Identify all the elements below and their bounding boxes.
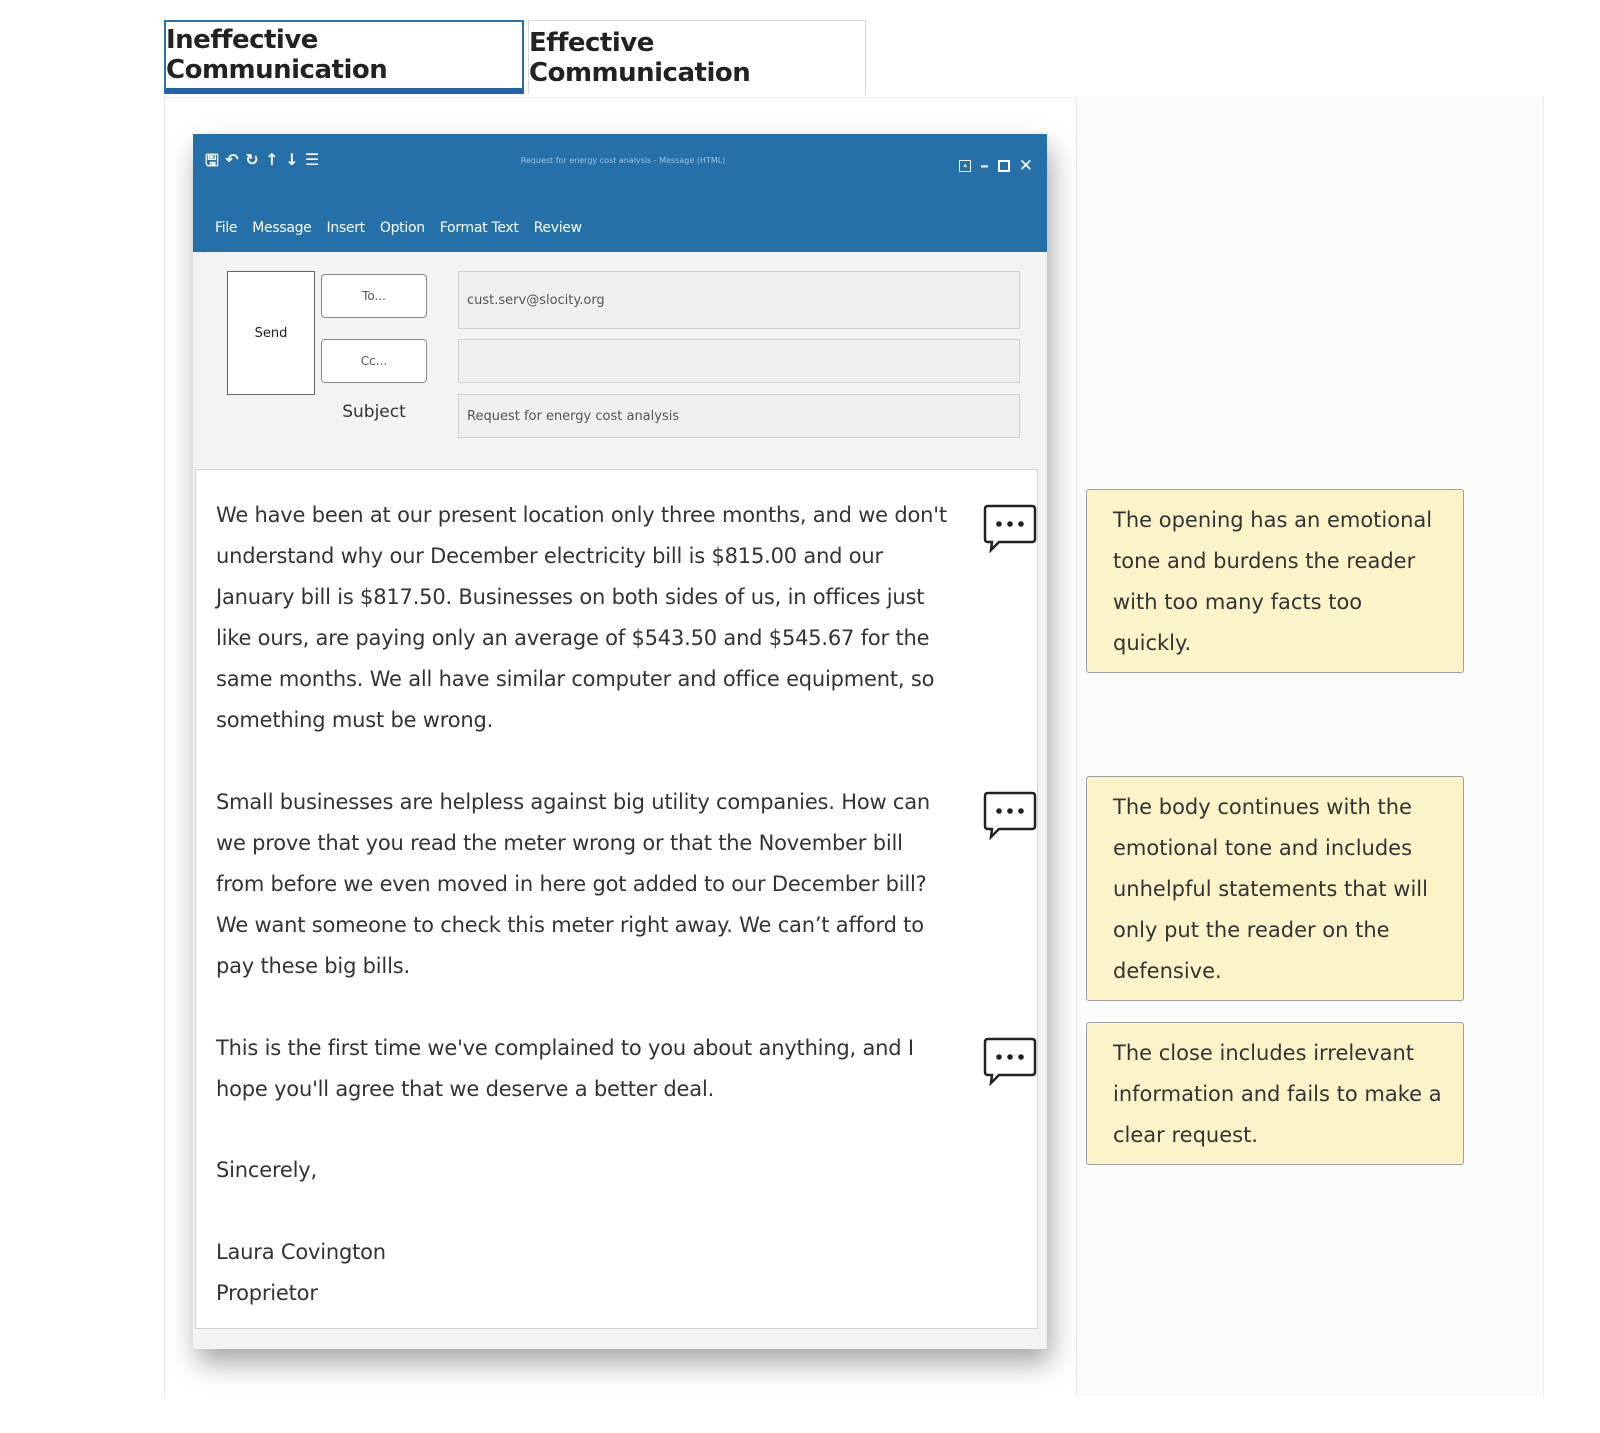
signature-title: Proprietor: [216, 1281, 318, 1305]
customize-icon[interactable]: ☰: [305, 150, 320, 169]
body-opening-paragraph: We have been at our present location only three months, and we don't understand why our December electricity bill is $815.00 and our January bill is $817.50. Businesses on both sides of us, in offices just like ours, are paying only an average of $543.50 and $545.67 for the same months. We all have similar computer and office equipment, so something must be wrong.: [216, 503, 947, 732]
redo-icon[interactable]: ↻: [245, 150, 259, 169]
body-middle-paragraph: Small businesses are helpless against big utility companies. How can we prove that you read the meter wrong or that the November bill from before we even moved in here got added to our December bill? We want someone to check this meter right away. We can’t afford to pay these big bills.: [216, 790, 931, 978]
maximize-icon[interactable]: [998, 160, 1010, 172]
to-field[interactable]: cust.serv@slocity.org: [458, 271, 1020, 329]
note-body: The body continues with the emotional tone and includes unhelpful statements that will only put the reader on the defensive.: [1086, 776, 1464, 1001]
tab-effective-communication[interactable]: Effective Communication: [528, 20, 866, 94]
comment-bubble-icon[interactable]: [983, 503, 1037, 553]
body-closing-paragraph: This is the first time we've complained to you about anything, and I hope you'll agree that we deserve a better deal.: [216, 1036, 914, 1101]
cc-field[interactable]: [458, 339, 1020, 383]
minimize-icon[interactable]: –: [980, 156, 989, 176]
window-title: Request for energy cost analysis - Message (HTML): [520, 156, 726, 165]
email-compose-window: [193, 134, 1047, 1349]
note-opening: The opening has an emotional tone and burdens the reader with too many facts too quickly.: [1086, 489, 1464, 673]
comment-bubble-icon[interactable]: [983, 1036, 1037, 1086]
menu-review[interactable]: Review: [533, 220, 582, 236]
subject-label: Subject: [342, 402, 406, 422]
menu-bar: [215, 220, 582, 236]
menu-insert[interactable]: Insert: [326, 220, 365, 236]
window-controls: [959, 156, 1033, 176]
menu-option[interactable]: Option: [379, 220, 425, 236]
tab-ineffective-communication[interactable]: Ineffective Communication: [164, 20, 524, 94]
note-close: The close includes irrelevant information and fails to make a clear request.: [1086, 1022, 1464, 1165]
to-button[interactable]: To...: [321, 274, 427, 318]
menu-file[interactable]: File: [215, 220, 238, 236]
comment-bubble-icon[interactable]: [983, 790, 1037, 840]
message-body[interactable]: [195, 469, 1038, 1329]
undo-icon[interactable]: ↶: [225, 150, 239, 169]
up-arrow-icon[interactable]: ↑: [265, 150, 279, 169]
close-icon[interactable]: ✕: [1018, 156, 1033, 176]
quick-access-toolbar: [205, 150, 319, 177]
send-button[interactable]: Send: [227, 271, 315, 395]
window-titlebar: [193, 134, 1047, 252]
subject-field[interactable]: Request for energy cost analysis: [458, 394, 1020, 438]
sign-off: Sincerely,: [216, 1158, 317, 1182]
menu-message[interactable]: Message: [252, 220, 312, 236]
cc-button[interactable]: Cc...: [321, 339, 427, 383]
signature-name: Laura Covington: [216, 1240, 386, 1264]
notes-column: [1076, 97, 1543, 1397]
down-arrow-icon[interactable]: ↓: [285, 150, 299, 169]
save-icon[interactable]: 🖫: [205, 151, 219, 170]
ribbon-display-icon[interactable]: ▴: [959, 160, 971, 172]
menu-format-text[interactable]: Format Text: [439, 220, 519, 236]
